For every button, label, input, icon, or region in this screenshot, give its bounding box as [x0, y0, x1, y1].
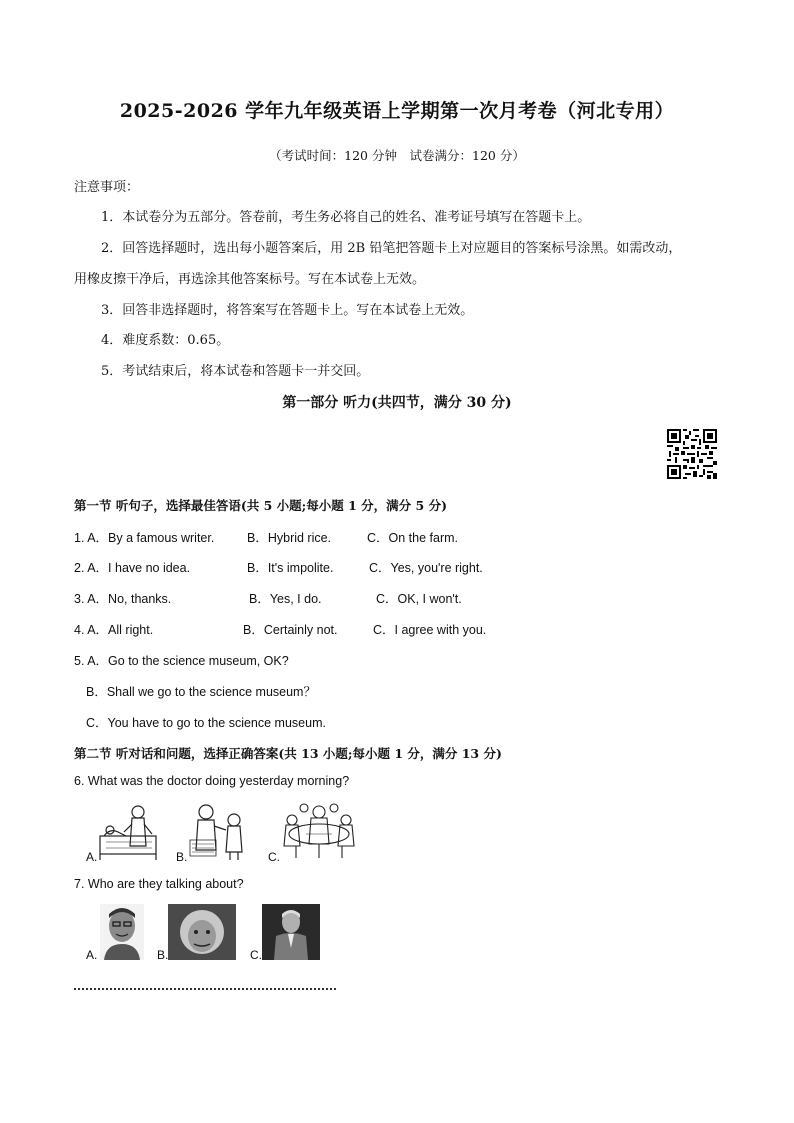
question-row [0, 558, 794, 576]
notes-heading: 注意事项： [74, 180, 140, 195]
question-7: 7. Who are they talking about? [74, 877, 244, 891]
option-b: B．Yes, I do. [249, 592, 322, 606]
doctor-ward-picture [96, 802, 164, 862]
option-b: B．Shall we go to the science museum？ [86, 685, 316, 699]
option-label: C. [268, 850, 280, 864]
question-row [0, 589, 794, 607]
note-item: 3．回答非选择题时，将答案写在答题卡上。写在本试卷上无效。 [101, 303, 474, 318]
option-b: B．Certainly not. [243, 623, 338, 637]
qr-code-icon [667, 429, 717, 479]
option-a: 4. A．All right. [74, 623, 154, 637]
option-a: 3. A．No, thanks. [74, 592, 172, 606]
portrait-c-picture [262, 904, 320, 960]
question-row [0, 528, 794, 546]
doctor-patient-picture [186, 800, 256, 862]
option-a: 1. A．By a famous writer. [74, 531, 215, 545]
option-c: C．On the farm. [367, 531, 458, 545]
option-c: C．I agree with you. [373, 623, 487, 637]
option-label: C. [250, 948, 262, 962]
page-title: 2025-2026 学年九年级英语上学期第一次月考卷（河北专用） [119, 100, 675, 122]
option-label: B. [157, 948, 169, 962]
exam-time-info: （考试时间：120 分钟 试卷满分：120 分） [269, 148, 525, 163]
doctor-meeting-picture [276, 800, 362, 862]
section-one-heading: 第一节 听句子，选择最佳答语(共 5 小题;每小题 1 分，满分 5 分) [74, 498, 447, 513]
option-a: 5. A．Go to the science museum, OK? [74, 654, 289, 668]
question-6: 6. What was the doctor doing yesterday morning? [74, 774, 350, 788]
section-two-heading: 第二节 听对话和问题，选择正确答案(共 13 小题;每小题 1 分，满分 13 分) [74, 746, 502, 761]
option-a: 2. A．I have no idea. [74, 561, 191, 575]
option-b: B．Hybrid rice. [247, 531, 332, 545]
option-c: C．OK, I won't. [376, 592, 462, 606]
note-item: 1．本试卷分为五部分。答卷前，考生务必将自己的姓名、准考证号填写在答题卡上。 [101, 210, 591, 225]
note-item: 4．难度系数：0.65。 [101, 333, 230, 348]
note-item: 用橡皮擦干净后，再选涂其他答案标号。写在本试卷上无效。 [74, 272, 426, 287]
option-label: A. [86, 948, 98, 962]
option-label: B. [176, 850, 188, 864]
option-c: C．You have to go to the science museum. [86, 716, 326, 730]
note-item: 2．回答选择题时，选出每小题答案后，用 2B 铅笔把答题卡上对应题目的答案标号涂黑。如需改动， [101, 241, 682, 256]
option-label: A. [86, 850, 98, 864]
page-break-dots [74, 986, 336, 990]
question-row [0, 620, 794, 638]
portrait-a-picture [100, 904, 144, 960]
option-b: B．It's impolite. [247, 561, 334, 575]
note-item: 5．考试结束后，将本试卷和答题卡一并交回。 [101, 364, 370, 379]
option-c: C．Yes, you're right. [369, 561, 483, 575]
part-one-heading: 第一部分 听力(共四节，满分 30 分) [282, 395, 512, 411]
portrait-b-picture [168, 904, 236, 960]
